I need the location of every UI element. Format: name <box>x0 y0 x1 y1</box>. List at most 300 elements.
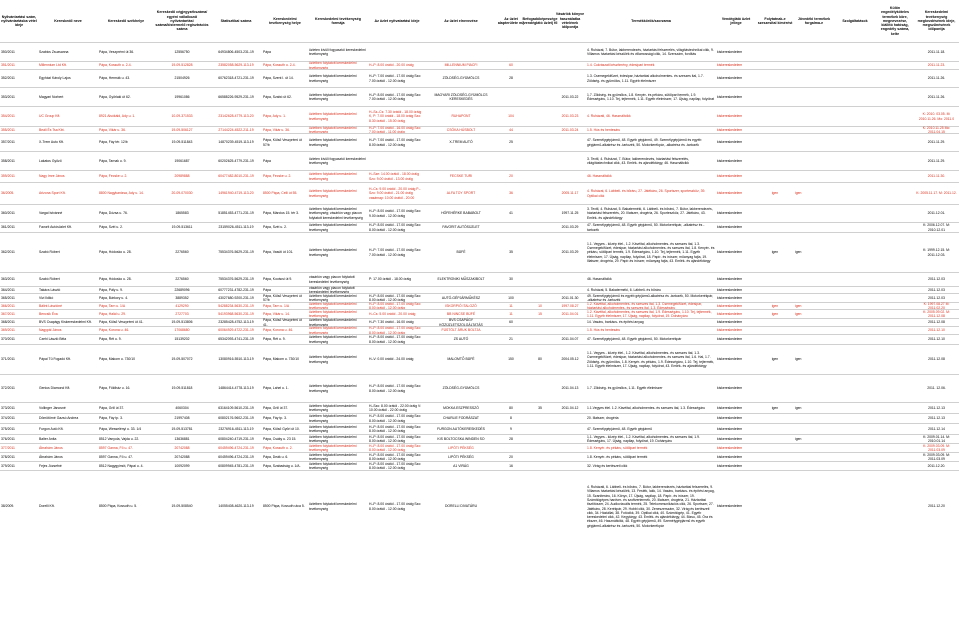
cell-area: 35 <box>509 250 513 255</box>
cell-stat: 60804240-4719-231-19 <box>218 436 254 441</box>
cell-book <box>554 152 586 170</box>
cell-seat: 8500 Pápa, Kossuth u. 5. <box>99 504 138 509</box>
cell-date: 2011. 12.06. <box>927 386 946 391</box>
cell-date: 2011.11.23. <box>927 63 946 68</box>
cell-reg: 19-09-513611 <box>171 225 193 230</box>
cell-alc <box>756 223 794 232</box>
cell-shop: ZÖLDSÉG-GYÜMÖLCS <box>442 386 480 391</box>
cell-seat: Pápa, Földház u. 16. <box>99 386 131 391</box>
table-row <box>0 402 959 413</box>
cell-area: 11 <box>509 303 513 308</box>
cell-jov: igen <box>795 250 802 255</box>
table-row <box>0 61 959 69</box>
cell-book <box>554 453 586 461</box>
cell-reg: 19-09-512828 <box>171 63 193 68</box>
column-header: Kereskedelmi tevékenység helye <box>269 16 301 25</box>
column-header: Kereskedő cégjegyzékszáma/ egyéni vállalkozói nyilvántartási száma/kistermelő regisztrációs száma <box>155 10 209 32</box>
cell-cap <box>526 88 554 106</box>
cell-type: kiskereskedelem <box>717 94 743 99</box>
cell-cap <box>526 444 554 452</box>
cell-name: Dömötörné Gazsó Andrea <box>39 416 79 421</box>
cell-alc <box>756 134 794 151</box>
cell-cap <box>526 62 554 69</box>
cell-jov <box>794 375 834 402</box>
cell-seat: Pápa, Korona u. 46. <box>99 328 130 333</box>
cell-shop: MALOMTŐ BÜFÉ <box>447 357 475 362</box>
cell-area: 28 <box>509 436 513 441</box>
cell-date: K: 2005.11.17. M: 2011.12. <box>916 191 957 196</box>
cell-alc <box>756 424 794 434</box>
cell-place: Pápa, Vikár u. 36. <box>263 127 290 132</box>
cell-place: Pápa <box>263 287 271 292</box>
cell-cap <box>526 335 554 344</box>
cell-lic <box>876 435 914 443</box>
cell-serv <box>834 233 876 272</box>
cell-hours: H–P: 8.00 órától - 20.00 óráig <box>369 63 414 68</box>
cell-book <box>554 62 586 69</box>
cell-reg: 19-09-507072 <box>171 357 193 362</box>
cell-prod: 3. Textil, 4. Ruházat, 7. Bútor, lakberendezés, háztartási felszerelés, világítástechnikai cikk, 43. Emlék- és ajándéktárgy, 46. Használtcikk <box>587 156 689 165</box>
cell-name: Szabó Róbert <box>39 277 60 282</box>
column-header: Nyilvántartási szám, nyilvántartásba vétel ideje <box>1 14 37 28</box>
cell-alc <box>756 273 794 286</box>
cell-hours: H–P: 7.00 órától - 17.00 óráig Szo: 7.00 órától - 12.00 óráig <box>369 74 422 83</box>
cell-area: 11 <box>509 311 513 316</box>
cell-shop: ZÖLDSÉG-GYÜMÖLCS <box>442 76 480 81</box>
cell-reg: 2276560 <box>175 250 189 255</box>
column-header: Az üzlet elnevezése <box>444 18 478 23</box>
column-header: Jövedéki termékek forgalma-e <box>797 16 831 25</box>
cell-alc <box>756 152 794 170</box>
cell-serv <box>834 205 876 222</box>
cell-shop: RUHAPONT <box>451 114 471 119</box>
cell-serv <box>834 223 876 232</box>
cell-serv <box>834 453 876 461</box>
cell-date: K: 1997.08.27 M: 2011.02.20 <box>923 301 950 310</box>
cell-lic <box>876 414 914 423</box>
cell-form: üzletben folytatott kereskedelmi tevékenység <box>309 92 357 101</box>
cell-reg: 19-09-508540 <box>171 504 193 509</box>
cell-lic <box>876 205 914 222</box>
table-row <box>0 151 959 170</box>
cell-place: 8500 Pápa, Celli út 55. <box>263 191 298 196</box>
cell-stat: 60202625-4779-231-19 <box>218 158 254 163</box>
cell-jov <box>794 273 834 286</box>
cell-name: Takács László <box>39 287 61 292</box>
cell-form: üzletben folytatott kereskedelmi tevékenység <box>309 434 357 443</box>
column-header: Kereskedő neve <box>54 18 82 23</box>
cell-shop: CSÓKA HÚSBOLT <box>446 127 476 132</box>
cell-place: Pápa, Külső Győri út 10. <box>263 426 300 431</box>
cell-seat: Pápa, Fecske u. 2. <box>99 174 128 179</box>
cell-book: 2011.04.07 <box>561 337 579 342</box>
cell-hours: H–Sze: 14.00 órától - 18.00 óráig Szo: 9.00 órától - 13.00 óráig <box>369 172 419 181</box>
column-header: Befogadóképessége (vendéglátó üzlet) fő <box>522 16 558 25</box>
cell-name: Vizi Ildikó <box>39 295 54 300</box>
table-row <box>0 42 959 61</box>
cell-lic <box>876 88 914 106</box>
cell-prod: 3. Textil, 4. Ruházat, 5. Bakaterméki, 6. Lábbeli- és bőrárú, 7. Bútor, lakberendezés, háztartási felszerelés, 20. Illatszer, drogéria, 26. Sporteszköz, 27. Játékáru, 43. Emlék- és ajándéktárgy <box>587 207 713 220</box>
cell-jov <box>794 70 834 87</box>
cell-no: 374/2011 <box>1 416 15 421</box>
cell-date: 2011.11.26. <box>927 94 946 99</box>
cell-seat: 8597 Ganna, Fő u. 47. <box>99 454 133 459</box>
cell-date: 2011.11.18. <box>927 49 946 54</box>
cell-date: 2011.12.03 <box>928 295 945 300</box>
cell-hours: H–P: 7.00 órától - 17.00 óráig Szo: 7.00 órától - 12.00 óráig <box>369 248 422 257</box>
cell-form: üzletben folytatott kereskedelmi tevékenység <box>309 74 357 83</box>
cell-form: üzletben folytatott kereskedelmi tevékenység <box>309 189 357 198</box>
cell-stat: 23276916-4511-113-19 <box>218 426 254 431</box>
cell-lic <box>876 107 914 126</box>
cell-hours: H–Cs: 9.00 órától - 20.00 óráig P–Szo: 9.00 órától - 21.00 óráig vasárnap: 10.00 órától - 20.00 <box>369 187 421 200</box>
cell-prod: 46. Használtcikk <box>587 277 612 282</box>
cell-form: üzletben folytatott kereskedelmi tevékenység <box>309 112 357 121</box>
cell-lic <box>876 453 914 461</box>
cell-alc <box>756 70 794 87</box>
cell-type: kiskereskedelem <box>717 405 743 410</box>
cell-book: 2011.03.22 <box>561 94 579 99</box>
cell-area <box>496 43 526 61</box>
cell-cap: 10 <box>538 303 542 308</box>
cell-type: kiskereskedelem <box>717 295 743 300</box>
cell-book <box>554 134 586 151</box>
cell-cap <box>526 294 554 302</box>
cell-name: Vollinger Jánosné <box>39 405 66 410</box>
cell-hours <box>368 152 426 170</box>
cell-type: kiskereskedelem <box>717 127 743 132</box>
cell-form: vásárlón vagy piacon folytatott kereskedelmi tevékenység <box>309 285 355 294</box>
cell-stat: 75534376-5629-231-19 <box>218 277 254 282</box>
cell-name: Beáli És Tsa Kbt. <box>39 127 65 132</box>
cell-name: Genius Diamond Kft. <box>39 386 71 391</box>
cell-shop <box>426 43 496 61</box>
cell-area <box>496 88 526 106</box>
table-row <box>0 286 959 293</box>
cell-jov <box>794 414 834 423</box>
cell-place: Pápa, Griil út 37. <box>263 405 289 410</box>
cell-jov <box>794 335 834 344</box>
cell-cap <box>526 107 554 126</box>
cell-name: Szabó Róbert <box>39 250 60 255</box>
cell-lic <box>876 43 914 61</box>
cell-hours: H–P: 8.00 órától - 17.00 óráig Szo: 8.00 órától - 12.00 óráig <box>369 326 422 335</box>
cell-jov: igen <box>795 436 802 441</box>
cell-reg: 19-09-513781 <box>171 426 193 431</box>
cell-place: Pápa, Szent I. út 14. <box>263 76 294 81</box>
cell-date: K: 2009.03.09. M: 2011.03.09 <box>923 443 950 452</box>
cell-date: K: 1999.12.15. M: 2011.12.03. <box>923 248 950 257</box>
cell-name: UC Group Kft. <box>39 114 61 119</box>
cell-shop: BB NINCSE BÜFÉ <box>446 311 476 316</box>
cell-shop: FURGON AUTÓKERESKEDÉS <box>437 426 485 431</box>
cell-form: üzletben folytatott kereskedelmi tevékenység <box>309 301 357 310</box>
cell-lic <box>876 62 914 69</box>
cell-book <box>554 319 586 326</box>
cell-form: üzletben folytatott kereskedelmi tevékenység <box>309 172 357 181</box>
cell-seat: Pápa, Tarn u. 1/A <box>99 303 126 308</box>
cell-cap <box>526 375 554 402</box>
cell-date: 2011.12.08 <box>928 357 945 362</box>
table-row <box>0 182 959 204</box>
cell-prod: 1.2. Kávéital, alkoholmentes- és szeszes ital, 1.9. Édességáru, 1.10. Tej, tejtermék, 1.11. Egyéb élelmiszer, 17. Újság, napilap, folyóirat, 19. Dohányáru <box>587 309 712 318</box>
cell-area <box>496 223 526 232</box>
cell-seat: Pápa, Hermák u. 43. <box>99 76 131 81</box>
cell-area <box>496 375 526 402</box>
cell-seat: 8800 Nagykanizsa, Ady u. 14. <box>99 191 144 196</box>
cell-name: Fejes Józsefné <box>39 463 62 468</box>
cell-shop: BÜFÉ <box>456 250 466 255</box>
cell-book <box>554 462 586 470</box>
cell-date: 2011.12.20. <box>927 463 946 468</box>
cell-prod: 4. Ruházati, 46. Használtcikk <box>587 114 631 119</box>
cell-prod: 47. Személygépjármű, 48. Egyéb gépjármű, 50. Motorkerékpár <box>587 337 682 342</box>
cell-stat: 60459496-4724-231-19 <box>218 445 254 450</box>
cell-alc <box>756 435 794 443</box>
cell-serv <box>834 88 876 106</box>
table-row <box>0 232 959 272</box>
cell-seat: Pápa, Külső Veszprémi út 41. <box>99 320 144 325</box>
cell-serv <box>834 310 876 318</box>
cell-lic <box>876 462 914 470</box>
cell-alc <box>756 471 794 542</box>
cell-prod: 1.4. Cukrászati készítmény, édesipari termék <box>587 63 655 68</box>
cell-reg: 19061687 <box>174 158 190 163</box>
table-row <box>0 126 959 133</box>
cell-no: 364/2011 <box>1 287 15 292</box>
cell-lic <box>876 233 914 272</box>
cell-place: Pápa <box>263 158 271 163</box>
cell-place: Pápa, Külső Veszprémi út 41. <box>263 318 302 327</box>
cell-serv <box>834 43 876 61</box>
cell-cap <box>526 205 554 222</box>
cell-reg: 10092099 <box>174 463 190 468</box>
column-header: Kereskedelmi tevékenység formája <box>315 16 361 25</box>
cell-alc <box>756 294 794 302</box>
cell-form: üzletben folytatott kereskedelmi tevékenység <box>309 138 357 147</box>
cell-alc: igen <box>771 303 779 308</box>
cell-lic <box>876 273 914 286</box>
cell-no: 361/2011 <box>1 225 15 230</box>
cell-cap <box>526 319 554 326</box>
cell-no: 369/2011 <box>1 328 15 333</box>
cell-serv <box>834 327 876 334</box>
cell-seat: Pápa, Hódosko u. 28. <box>99 250 132 255</box>
cell-reg: 1865583 <box>175 211 189 216</box>
cell-cap <box>526 435 554 443</box>
cell-lic <box>876 294 914 302</box>
cell-type: kiskereskedelem <box>717 416 743 421</box>
cell-stat: 23582058-5629-113-19 <box>218 63 254 68</box>
cell-no: 352/2011 <box>1 76 15 81</box>
cell-jov <box>794 471 834 542</box>
cell-area: 21 <box>509 337 513 342</box>
cell-no: 368/2011 <box>1 320 15 325</box>
cell-place: Pápa, Széi u. 2. <box>263 225 287 230</box>
cell-area: 60 <box>509 320 513 325</box>
column-header: Külön engedélyköteles termékek köre, megnevezése, kiállító hatóság, engedély száma, kelte <box>880 5 910 36</box>
cell-area: 41 <box>509 211 513 216</box>
cell-jov: igen <box>795 303 802 308</box>
cell-place: Pápa <box>263 49 271 54</box>
cell-book: 1997.11.25 <box>561 211 579 216</box>
cell-jov <box>794 294 834 302</box>
cell-alc <box>756 335 794 344</box>
cell-date: 2011.11.29. <box>927 158 946 163</box>
cell-area: 44 <box>509 127 513 132</box>
cell-cap <box>526 43 554 61</box>
cell-hours: H–P: 8.00 órától - 17.00 óráig Szo: 8.00 órától - 12.00 óráig <box>369 223 422 232</box>
cell-form: vásárlón vagy piacon folytatott kereskedelmi tevékenység <box>309 275 355 284</box>
cell-date: 2011.12.03 <box>928 277 945 282</box>
cell-form: üzleten kívüli fogyasztói kereskedelmi tevékenység <box>309 47 366 56</box>
cell-no: 350/2011 <box>1 49 15 54</box>
cell-reg: 20742088 <box>174 454 190 459</box>
cell-area: 28 <box>509 76 513 81</box>
cell-form: üzletben folytatott kereskedelmi tevékenység <box>309 61 357 70</box>
cell-book: 2004.05.12 <box>561 357 579 362</box>
cell-no: 379/2011 <box>1 463 15 468</box>
cell-cap <box>526 183 554 204</box>
column-header: Az üzlet nyitvatartási ideje <box>374 18 420 23</box>
cell-place: Pápa, Deák u. 6. <box>263 454 289 459</box>
cell-hours: H–V: 0.00 órától - 24.00 óráig <box>369 357 414 362</box>
table-row <box>0 470 959 542</box>
cell-place: Pápa, Kovácsi út 9. <box>263 277 293 282</box>
cell-seat: Pápa, Kossuth u. 2-4. <box>99 63 132 68</box>
cell-form: üzletben folytatott kereskedelmi tevékenység; vásárlón vagy piacon folytatott kereskedelmi tevékenység <box>309 207 363 220</box>
cell-form: üzletben folytatott kereskedelmi tevékenység <box>309 318 357 327</box>
cell-shop: MAGYARI ZÖLDSÉG-GYÜMÖLCS KERESKEDÉS <box>434 92 488 101</box>
cell-alc <box>756 375 794 402</box>
cell-no: 351/2011 <box>1 63 15 68</box>
cell-type: kiskereskedelem <box>717 114 743 119</box>
cell-hours: H–Szo: 8.00 órától - 22.00 óráig V: 10.00 órától - 22.00 óráig <box>369 403 422 412</box>
cell-seat: Pápa, Győrlaki út 62. <box>99 94 131 99</box>
cell-serv <box>834 335 876 344</box>
cell-hours: H–P: 8.00 órától - 17.00 óráig Szo: 8.00 órától - 12.00 óráig <box>369 335 422 344</box>
cell-jov <box>794 223 834 232</box>
cell-alc <box>756 327 794 334</box>
cell-form: üzletben folytatott kereskedelmi tevékenység <box>309 125 357 134</box>
cell-form: üzletben folytatott kereskedelmi tevékenység <box>309 223 357 232</box>
cell-lic <box>876 345 914 374</box>
table-row <box>0 170 959 182</box>
cell-form: üzletben folytatott kereskedelmi tevékenység <box>309 248 357 257</box>
cell-area: 9 <box>510 426 512 431</box>
cell-alc: igen <box>771 405 779 410</box>
cell-cap <box>526 453 554 461</box>
cell-lic <box>876 424 914 434</box>
cell-place: Pápa, Március 15. tér 3. <box>263 211 299 216</box>
cell-cap <box>526 471 554 542</box>
cell-hours: H–P: 7.00 órától - 17.00 óráig Szo: 8.00 órától - 12.00 óráig <box>369 138 422 147</box>
cell-no: 367/2011 <box>1 311 15 316</box>
column-header: Kereskedelmi tevékenység megkezdésének ideje, megszűnésének időpontja <box>917 10 956 32</box>
cell-name: Bálint Lászlóné <box>39 303 62 308</box>
cell-no: 376/2011 <box>1 436 15 441</box>
cell-cap <box>526 414 554 423</box>
cell-reg: 12556750 <box>174 49 190 54</box>
cell-type: kiskereskedelem <box>717 191 743 196</box>
cell-no: 371/2011 <box>1 357 15 362</box>
cell-area: 16 <box>509 463 513 468</box>
cell-serv <box>834 107 876 126</box>
cell-shop: ISKORPIÓ ITALOZÓ <box>445 303 477 308</box>
cell-stat: 60064929-4722-231-19 <box>218 328 254 333</box>
cell-alc <box>756 62 794 69</box>
cell-stat: 60459496-4724-231-19 <box>218 454 254 459</box>
cell-type: kiskereskedelem <box>717 463 743 468</box>
cell-hours: H–P: 8.00 órától - 17.00 óráig Szo: 8.00 órától - 12.00 óráig <box>369 414 422 423</box>
table-row <box>0 461 959 470</box>
cell-name: Arizona Sport Kft. <box>39 191 66 196</box>
cell-reg: 19-09-511818 <box>171 386 193 391</box>
cell-place: Pápa, Kossuth u. 2. <box>263 445 293 450</box>
cell-hours: H–P: 8.00 órától - 17.00 óráig Szo: 8.00 órától - 12.00 óráig <box>369 452 422 461</box>
cell-cap <box>526 134 554 151</box>
cell-book <box>554 70 586 87</box>
cell-no: 359/2011 <box>1 174 15 179</box>
cell-book <box>554 171 586 182</box>
cell-prod: 1.7. Zöldség- és gyümölcs, 1.11. Egyéb élelmiszer <box>587 386 663 391</box>
cell-form: üzletben folytatott kereskedelmi tevékenység <box>309 384 357 393</box>
cell-stat: 14961940-4719-113-20 <box>218 191 254 196</box>
cell-seat: 8921 Alsókáld, Ady u. 1. <box>99 114 136 119</box>
cell-type: kiskereskedelem <box>717 250 743 255</box>
cell-reg: 21997408 <box>174 416 190 421</box>
cell-date: K: 2010. 03.05. M: 2010.11.26. Mo: 2011.0 <box>918 112 955 121</box>
cell-place: Pápa, Fecske u. 2. <box>263 174 292 179</box>
cell-serv <box>834 183 876 204</box>
cell-no: 355/2011 <box>1 127 15 132</box>
cell-serv <box>834 70 876 87</box>
cell-name: Nagypál János <box>39 328 62 333</box>
cell-no: 357/2011 <box>1 140 15 145</box>
cell-type: kiskereskedelem <box>717 436 743 441</box>
table-row <box>0 452 959 461</box>
cell-reg: 20-09-070030 <box>171 191 193 196</box>
cell-area: 60 <box>509 63 513 68</box>
cell-prod: 20. Illatszer, drogéria <box>587 416 619 421</box>
table-row <box>0 222 959 232</box>
cell-reg: 19-09-511843 <box>171 140 193 145</box>
cell-seat: Pápa, Pály u. 9. <box>99 287 123 292</box>
cell-lic <box>876 403 914 413</box>
table-row <box>0 374 959 402</box>
cell-reg: 2727703 <box>175 311 189 316</box>
cell-jov: igen <box>795 405 802 410</box>
cell-shop <box>426 152 496 170</box>
cell-reg: 17068680 <box>174 328 190 333</box>
cell-stat: 60809945-4781-231-19 <box>218 463 254 468</box>
cell-reg: 13636881 <box>174 436 190 441</box>
cell-stat: 60762318-4721-231-19 <box>218 76 254 81</box>
cell-stat: 14870239-4519-113-19 <box>218 140 254 145</box>
cell-type: kiskereskedelem <box>717 158 743 163</box>
cell-cap: 80 <box>538 357 542 362</box>
table-row <box>0 443 959 452</box>
cell-prod: 1.3. Csemegekifüzet, édesipar, háztartási alkoholmentes- és szeszes ital, 1.7. Zöldség- és gyümölcs, 1.11. Egyéb élelmiszer <box>587 74 704 83</box>
cell-no: 366/2011 <box>1 303 15 308</box>
table-row <box>0 318 959 326</box>
cell-form: üzletben folytatott kereskedelmi tevékenység <box>309 414 357 423</box>
cell-no: 373/2011 <box>1 405 15 410</box>
table-row <box>0 344 959 374</box>
cell-serv <box>834 134 876 151</box>
cell-no: 362/2011 <box>1 250 15 255</box>
cell-name: Bencsik Éva <box>39 311 58 316</box>
